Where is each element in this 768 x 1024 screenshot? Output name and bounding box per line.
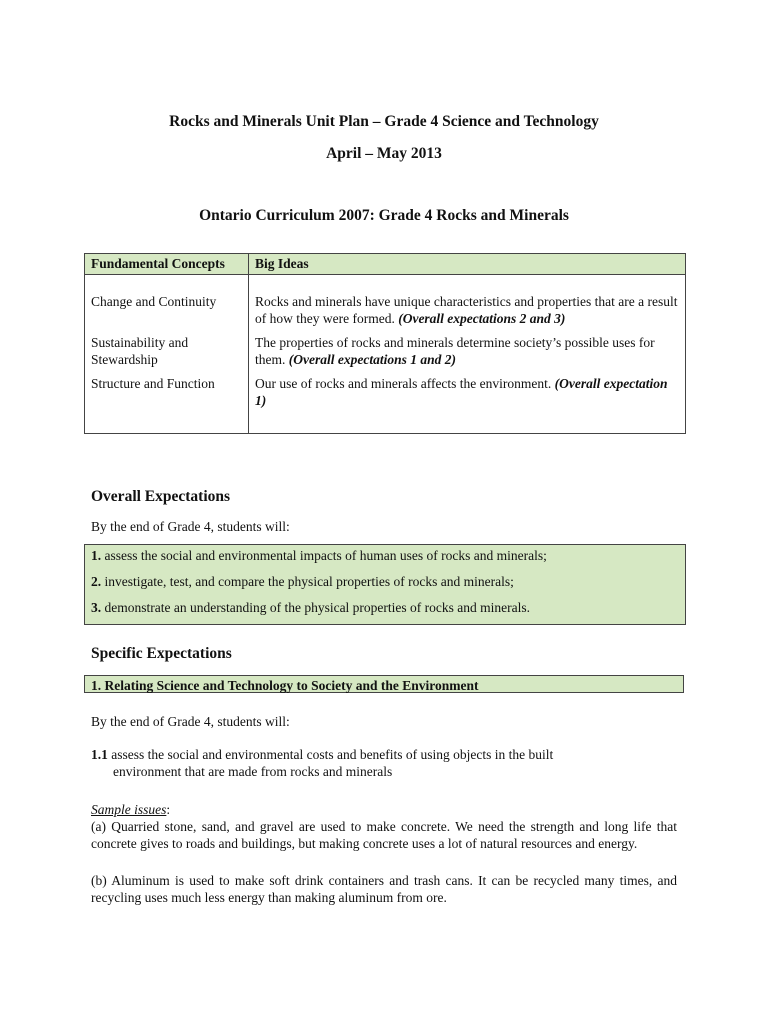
overall-expectations-box [84, 544, 686, 625]
specific-expectations-heading: Specific Expectations [91, 645, 232, 662]
sample-issues-text: Sample issues [91, 802, 167, 817]
big-idea-cell [249, 275, 686, 332]
sample-issues-label [91, 801, 170, 818]
list-item [85, 572, 685, 598]
item-text: assess the social and environmental impacts of human uses of rocks and minerals; [101, 548, 547, 563]
curriculum-title: Ontario Curriculum 2007: Grade 4 Rocks and Minerals [199, 207, 569, 224]
expectation-ref: (Overall expectations 2 and 3) [398, 311, 566, 326]
document-dates: April – May 2013 [326, 145, 442, 162]
item-text: demonstrate an understanding of the physical properties of rocks and minerals. [101, 600, 531, 615]
specific-intro: By the end of Grade 4, students will: [91, 714, 290, 729]
item-text: assess the social and environmental costs and benefits of using objects in the built [107, 747, 554, 762]
header-fundamental-concepts: Fundamental Concepts [85, 254, 249, 275]
concepts-table [84, 253, 686, 434]
item-text: investigate, test, and compare the physical properties of rocks and minerals; [101, 574, 514, 589]
list-item [85, 598, 685, 624]
big-idea-text: Our use of rocks and minerals affects the environment. [255, 376, 555, 391]
concept-cell: Structure and Function [85, 372, 249, 434]
item-number: 1. [91, 548, 102, 563]
item-number: 1.1 [91, 747, 108, 762]
section-title-box: 1. Relating Science and Technology to Society and the Environment [84, 675, 684, 693]
big-idea-text: The properties of rocks and minerals determine society’s possible uses for them. [255, 335, 655, 367]
overall-expectations-heading: Overall Expectations [91, 488, 231, 505]
item-number: 2. [91, 574, 102, 589]
table-row [85, 372, 686, 434]
big-idea-cell [249, 331, 686, 372]
expectation-ref: (Overall expectations 1 and 2) [288, 352, 456, 367]
big-idea-cell [249, 372, 686, 434]
concept-cell: Sustainability and Stewardship [85, 331, 249, 372]
table-row [85, 331, 686, 372]
overall-intro: By the end of Grade 4, students will: [91, 519, 290, 534]
list-item [85, 545, 685, 572]
document-title: Rocks and Minerals Unit Plan – Grade 4 Science and Technology [169, 113, 599, 130]
sample-issues-colon: : [166, 802, 171, 817]
issue-b: (b) Aluminum is used to make soft drink containers and trash cans. It can be recycled many times, and recycling uses much less energy than making aluminum from ore. [91, 873, 677, 905]
big-idea-text: Rocks and minerals have unique characteristics and properties that are a result of how they were formed. [255, 294, 678, 326]
issue-a: (a) Quarried stone, sand, and gravel are used to make concrete. We need the strength and long life that concrete gives to roads and buildings, but making concrete uses a lot of natural resources and energy. [91, 819, 677, 851]
table-header-row [85, 254, 686, 275]
expectation-1-1 [91, 746, 691, 780]
item-number: 3. [91, 600, 102, 615]
expectation-ref: (Overall expectation 1) [255, 376, 668, 408]
table-row [85, 275, 686, 332]
header-big-ideas: Big Ideas [249, 254, 686, 275]
item-text-continued: environment that are made from rocks and minerals [113, 764, 393, 779]
concept-cell: Change and Continuity [85, 275, 249, 332]
